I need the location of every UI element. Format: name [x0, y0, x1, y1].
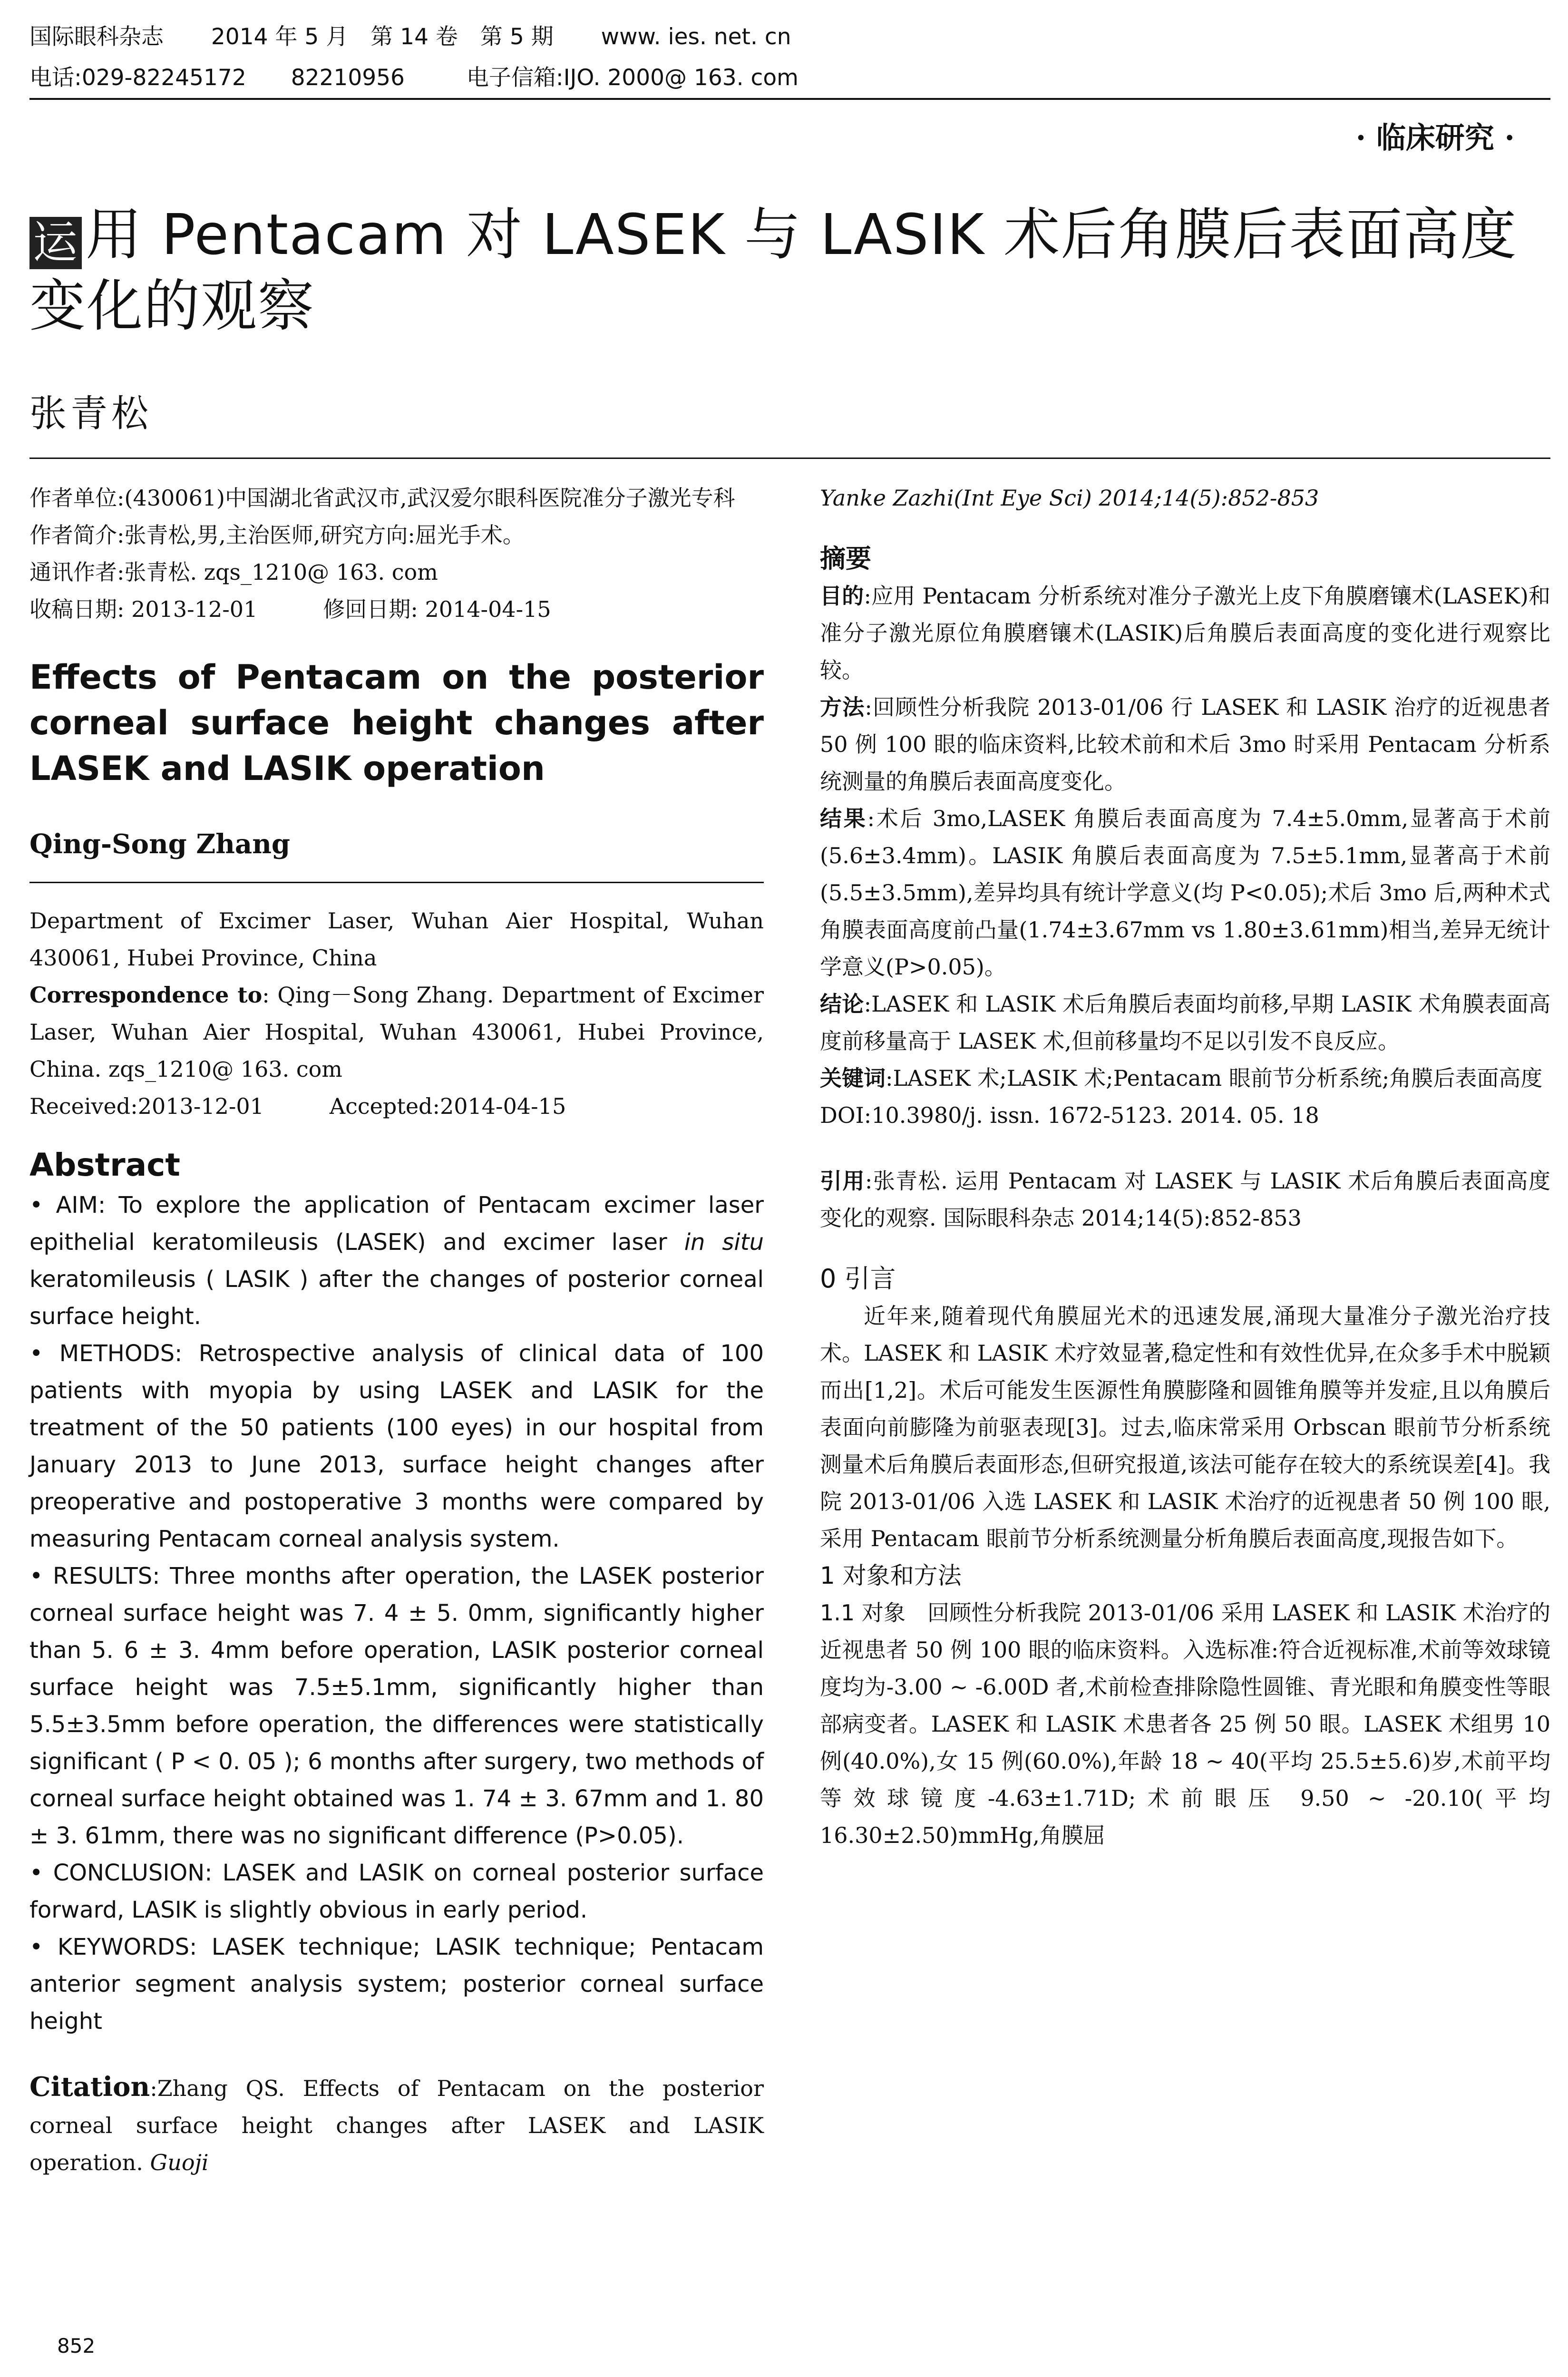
citation-text-cn: :张青松. 运用 Pentacam 对 LASEK 与 LASIK 术后角膜后表面高度变化的观察. 国际眼科杂志 2014;14(5):852-853 [820, 1168, 1551, 1231]
section-label: · 临床研究 · [1355, 120, 1515, 155]
department-en: Department of Excimer Laser, Wuhan Aier Hospital, Wuhan 430061, Hubei Province, China [29, 908, 764, 971]
left-column [29, 479, 764, 2181]
subsection-text: 回顾性分析我院 2013-01/06 采用 LASEK 和 LASIK 术治疗的近视患者 50 例 100 眼的临床资料。入选标准:符合近视标准,术前等效球镜度均为-3.00 ~ -6.00D 者,术前检查排除隐性圆锥、青光眼和角膜变性等眼部病变者。LASEK 和 LASIK 术患者各 25 例 50 眼。LASEK 术组男 10 例(40.0%),女 15 例(60.0%),年龄 18 ~ 40(平均 25.5±5.6)岁,术前平均等效球镜度-4.63±1.71D;术前眼压 9.50 ~ -20.10(平均 16.30±2.50)mmHg,角膜屈 [820, 1600, 1550, 1848]
conclusion-label: • CONCLUSION [29, 1860, 205, 1886]
affiliation: 作者单位:(430061)中国湖北省武汉市,武汉爱尔眼科医院准分子激光专科 [29, 485, 735, 511]
received-accepted: Received:2013-12-01 Accepted:2014-04-15 [29, 1093, 566, 1119]
author-bio: 作者简介:张青松,男,主治医师,研究方向:屈光手术。 [29, 522, 525, 548]
citation-text: :Zhang QS. Effects of Pentacam on the posterior corneal surface height changes after LASEK and LASIK operation. [29, 2075, 764, 2175]
doi: DOI:10.3980/j. issn. 1672-5123. 2014. 05. 18 [820, 1102, 1319, 1128]
results-label: • RESULTS [29, 1563, 153, 1589]
author-rule [29, 458, 1550, 459]
email: 电子信箱:IJO. 2000@ 163. com [466, 65, 799, 91]
english-author: Qing-Song Zhang [29, 828, 291, 860]
keywords-text-cn: :LASEK 术;LASIK 术;Pentacam 眼前节分析系统;角膜后表面高度 [886, 1065, 1543, 1091]
methods-text: : Retrospective analysis of clinical data of 100 patients with myopia by using LASEK and LASIK for the treatment of the 50 patients (100 eyes) in our hospital from January 2013 to June 2013, surface height changes after preoperative and postoperative 3 months were compared by measuring Pentacam corneal analysis system. [29, 1340, 764, 1552]
keywords-text: : LASEK technique; LASIK technique; Pentacam anterior segment analysis system; posterior corneal surface height [29, 1934, 764, 2035]
author-cn: 张青松 [29, 392, 153, 435]
aim-label-cn: 目的 [820, 583, 864, 609]
header-rule [29, 98, 1550, 100]
correspondence-text: : Qing－Song Zhang. Department of Excimer Laser, Wuhan Aier Hospital, Wuhan 430061, Hubei Province, China. zqs_1210@ 163. com [29, 982, 764, 1082]
results-text: : Three months after operation, the LASEK posterior corneal surface height was 7. 4 ± 5. 0mm, significantly higher than 5. 6 ± 3. 4mm before operation, LASIK posterior corneal surface height was 7.5±5.1mm, significantly higher than 5.5±3.5mm before operation, the differences were statistically significant ( P < 0. 05 ); 6 months after surgery, two methods of corneal surface height obtained was 1. 74 ± 3. 67mm and 1. 80 ± 3. 61mm, there was no significant difference (P>0.05). [29, 1563, 764, 1849]
subsection-label: 1.1 对象 [820, 1600, 906, 1626]
conclusion-text-cn: :LASEK 和 LASIK 术后角膜后表面均前移,早期 LASIK 术角膜表面高度前移量高于 LASEK 术,但前移量均不足以引发不良反应。 [820, 991, 1550, 1054]
citation-label-cn: 引用 [820, 1168, 865, 1194]
website: www. ies. net. cn [601, 24, 791, 50]
author-en-rule [29, 882, 764, 883]
aim-text-2: keratomileusis ( LASIK ) after the changes of posterior corneal surface height. [29, 1266, 764, 1330]
title-line-2: 变化的观察 [29, 273, 315, 339]
citation-continuation: Yanke Zazhi(Int Eye Sci) 2014;14(5):852-853 [820, 485, 1319, 511]
issue-info: 2014 年 5 月 第 14 卷 第 5 期 [211, 24, 554, 50]
methods-label: • METHODS [29, 1340, 175, 1367]
abstract-heading-cn: 摘要 [820, 544, 871, 574]
conclusion-label-cn: 结论 [820, 991, 864, 1017]
results-text-cn: :术后 3mo,LASEK 角膜后表面高度为 7.4±5.0mm,显著高于术前(5.6±3.4mm)。LASIK 角膜后表面高度为 7.5±5.1mm,显著高于术前(5.5±3.5mm),差异均具有统计学意义(均 P<0.05);术后 3mo 后,两种术式角膜表面高度前凸量(1.74±3.67mm vs 1.80±3.61mm)相当,差异无统计学意义(P>0.05)。 [820, 806, 1550, 980]
aim-text: : To explore the application of Pentacam excimer laser epithelial keratomileusis (LASEK) and excimer laser [29, 1192, 764, 1256]
right-column [820, 479, 1550, 1854]
aim-label: • AIM [29, 1192, 98, 1218]
page-number: 852 [57, 2334, 96, 2358]
article-title [29, 199, 1551, 341]
keywords-label-cn: 关键词 [820, 1065, 886, 1091]
results-label-cn: 结果 [820, 806, 867, 831]
dates-cn: 收稿日期: 2013-12-01 修回日期: 2014-04-15 [29, 596, 551, 622]
conclusion-text: : LASEK and LASIK on corneal posterior surface forward, LASIK is slightly obvious in early period. [29, 1860, 764, 1923]
title-badge-char: 运 [29, 217, 82, 269]
intro-text: 近年来,随着现代角膜屈光术的迅速发展,涌现大量准分子激光治疗技术。LASEK 和 LASIK 术疗效显著,稳定性和有效性优异,在众多手术中脱颖而出[1,2]。术后可能发生医源性角膜膨隆和圆锥角膜等并发症,且以角膜后表面向前膨隆为前驱表现[3]。过去,临床常采用 Orbscan 眼前节分析系统测量术后角膜后表面形态,但研究报道,该法可能存在较大的系统误差[4]。我院 2013-01/06 入选 LASEK 和 LASIK 术治疗的近视患者 50 例 100 眼,采用 Pentacam 眼前节分析系统测量分析角膜后表面高度,现报告如下。 [820, 1303, 1550, 1551]
correspondence-label: Correspondence to [29, 982, 263, 1008]
citation-label: Citation [29, 2071, 150, 2103]
abstract-heading: Abstract [29, 1147, 180, 1183]
aim-italic: in situ [684, 1229, 764, 1256]
methods-heading: 1 对象和方法 [820, 1562, 962, 1589]
journal-name: 国际眼科杂志 [29, 24, 164, 50]
citation-italic: Guoji [150, 2150, 209, 2175]
phone: 电话:029-82245172 82210956 [29, 65, 405, 91]
methods-label-cn: 方法 [820, 694, 865, 720]
english-title: Effects of Pentacam on the posterior corneal surface height changes after LASEK and LASIK operation [29, 658, 764, 788]
methods-text-cn: :回顾性分析我院 2013-01/06 行 LASEK 和 LASIK 治疗的近视患者 50 例 100 眼的临床资料,比较术前和术后 3mo 时采用 Pentacam 分析系统测量的角膜后表面高度变化。 [820, 694, 1551, 794]
correspondence-cn: 通讯作者:张青松. zqs_1210@ 163. com [29, 559, 438, 585]
intro-heading: 0 引言 [820, 1264, 896, 1294]
aim-text-cn: :应用 Pentacam 分析系统对准分子激光上皮下角膜磨镶术(LASEK)和准分子激光原位角膜磨镶术(LASIK)后角膜后表面高度的变化进行观察比较。 [820, 583, 1550, 683]
title-line-1: 用 Pentacam 对 LASEK 与 LASIK 术后角膜后表面高度 [86, 202, 1518, 267]
keywords-label: • KEYWORDS [29, 1934, 190, 1960]
